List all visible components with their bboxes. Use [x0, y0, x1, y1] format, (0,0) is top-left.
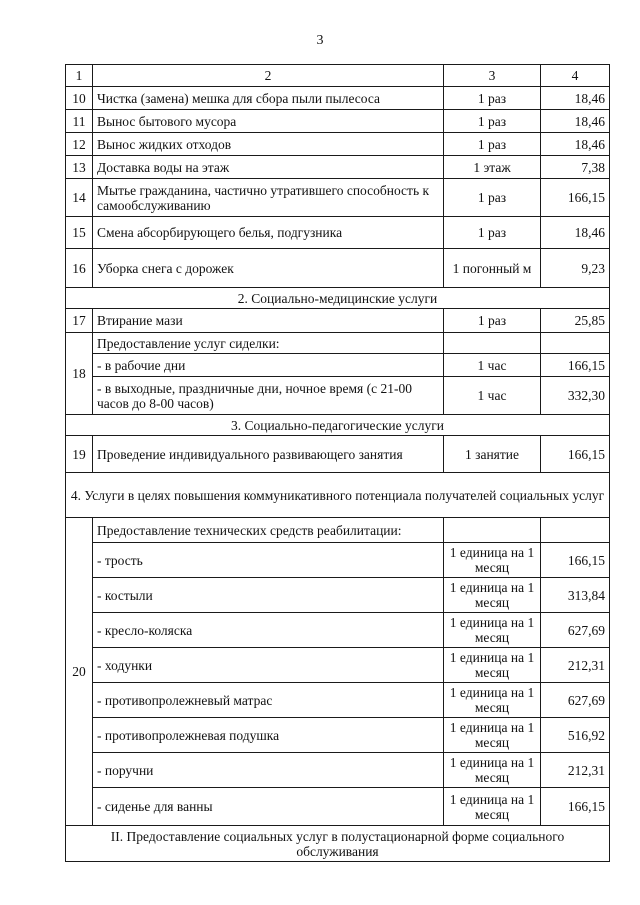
service-name: - ходунки: [93, 648, 444, 683]
section-title: 4. Услуги в целях повышения коммуникативного потенциала получателей социальных услуг: [66, 473, 610, 518]
table-row: [66, 179, 610, 217]
table-row: [66, 354, 610, 377]
service-unit: 1 раз: [444, 179, 541, 217]
service-name: Втирание мази: [93, 309, 444, 333]
service-price: 627,69: [541, 683, 610, 718]
service-name: - в выходные, праздничные дни, ночное время (с 21-00 часов до 8-00 часов): [93, 377, 444, 415]
section-row: [66, 288, 610, 309]
service-name: - в рабочие дни: [93, 354, 444, 377]
service-price: 212,31: [541, 753, 610, 788]
page-number: 3: [316, 33, 324, 48]
service-price: 9,23: [541, 249, 610, 288]
row-number: 16: [66, 249, 93, 288]
service-price: 313,84: [541, 578, 610, 613]
table-row: [66, 788, 610, 826]
section-row: [66, 473, 610, 518]
services-price-table: [65, 64, 610, 862]
service-name: - противопролежневая подушка: [93, 718, 444, 753]
row-number: 13: [66, 156, 93, 179]
empty-cell: [444, 518, 541, 543]
table-row: [66, 309, 610, 333]
service-name: Вынос бытового мусора: [93, 110, 444, 133]
service-name: Смена абсорбирующего белья, подгузника: [93, 217, 444, 249]
service-price: 7,38: [541, 156, 610, 179]
service-unit: 1 раз: [444, 217, 541, 249]
service-name: - сиденье для ванны: [93, 788, 444, 826]
row-number: 15: [66, 217, 93, 249]
table-row: [66, 613, 610, 648]
service-name: Вынос жидких отходов: [93, 133, 444, 156]
empty-cell: [444, 333, 541, 354]
table-row: [66, 217, 610, 249]
service-unit: 1 единица на 1 месяц: [444, 578, 541, 613]
service-price: 18,46: [541, 87, 610, 110]
section-row: [66, 415, 610, 436]
service-price: 18,46: [541, 133, 610, 156]
service-name: Проведение индивидуального развивающего занятия: [93, 436, 444, 473]
section-title: II. Предоставление социальных услуг в полустационарной форме социального обслуживания: [66, 826, 610, 862]
service-unit: 1 единица на 1 месяц: [444, 753, 541, 788]
row-number: 12: [66, 133, 93, 156]
row-number: 10: [66, 87, 93, 110]
service-unit: 1 единица на 1 месяц: [444, 683, 541, 718]
service-price: 166,15: [541, 179, 610, 217]
service-unit: 1 раз: [444, 309, 541, 333]
empty-cell: [541, 333, 610, 354]
service-unit: 1 погонный м: [444, 249, 541, 288]
service-unit: 1 час: [444, 354, 541, 377]
column-header: 4: [541, 65, 610, 87]
table-row: [66, 249, 610, 288]
table-row: [66, 133, 610, 156]
row-number: 19: [66, 436, 93, 473]
service-unit: 1 раз: [444, 87, 541, 110]
service-name: - кресло-коляска: [93, 613, 444, 648]
service-price: 627,69: [541, 613, 610, 648]
service-unit: 1 единица на 1 месяц: [444, 543, 541, 578]
table-row: [66, 718, 610, 753]
service-unit: 1 единица на 1 месяц: [444, 788, 541, 826]
row-number: 17: [66, 309, 93, 333]
service-name: - трость: [93, 543, 444, 578]
service-price: 212,31: [541, 648, 610, 683]
service-price: 166,15: [541, 354, 610, 377]
service-unit: 1 раз: [444, 133, 541, 156]
table-header-row: [66, 65, 610, 87]
service-price: 25,85: [541, 309, 610, 333]
section-row: [66, 826, 610, 862]
service-unit: 1 занятие: [444, 436, 541, 473]
service-name: - поручни: [93, 753, 444, 788]
service-unit: 1 единица на 1 месяц: [444, 718, 541, 753]
service-name: - противопролежневый матрас: [93, 683, 444, 718]
service-unit: 1 час: [444, 377, 541, 415]
service-name: - костыли: [93, 578, 444, 613]
table-row: [66, 648, 610, 683]
table-row: [66, 518, 610, 543]
service-price: 18,46: [541, 110, 610, 133]
service-price: 166,15: [541, 436, 610, 473]
row-number: 18: [66, 333, 93, 415]
service-name: Чистка (замена) мешка для сбора пыли пылесоса: [93, 87, 444, 110]
service-price: 332,30: [541, 377, 610, 415]
table-row: [66, 156, 610, 179]
service-price: 516,92: [541, 718, 610, 753]
service-unit: 1 этаж: [444, 156, 541, 179]
table-row: [66, 578, 610, 613]
service-name: Мытье гражданина, частично утратившего способность к самообслуживанию: [93, 179, 444, 217]
service-price: 166,15: [541, 543, 610, 578]
service-price: 166,15: [541, 788, 610, 826]
table-row: [66, 333, 610, 354]
column-header: 3: [444, 65, 541, 87]
section-title: 3. Социально-педагогические услуги: [66, 415, 610, 436]
empty-cell: [541, 518, 610, 543]
table-row: [66, 377, 610, 415]
row-number: 11: [66, 110, 93, 133]
column-header: 1: [66, 65, 93, 87]
service-unit: 1 раз: [444, 110, 541, 133]
table-row: [66, 753, 610, 788]
service-unit: 1 единица на 1 месяц: [444, 648, 541, 683]
row-number: 20: [66, 518, 93, 826]
table-row: [66, 683, 610, 718]
service-price: 18,46: [541, 217, 610, 249]
service-unit: 1 единица на 1 месяц: [444, 613, 541, 648]
service-name: Доставка воды на этаж: [93, 156, 444, 179]
row-number: 14: [66, 179, 93, 217]
service-group-title: Предоставление услуг сиделки:: [93, 333, 444, 354]
service-name: Уборка снега с дорожек: [93, 249, 444, 288]
table-row: [66, 87, 610, 110]
table-row: [66, 543, 610, 578]
section-title: 2. Социально-медицинские услуги: [66, 288, 610, 309]
table-row: [66, 436, 610, 473]
column-header: 2: [93, 65, 444, 87]
table-row: [66, 110, 610, 133]
service-group-title: Предоставление технических средств реабилитации:: [93, 518, 444, 543]
